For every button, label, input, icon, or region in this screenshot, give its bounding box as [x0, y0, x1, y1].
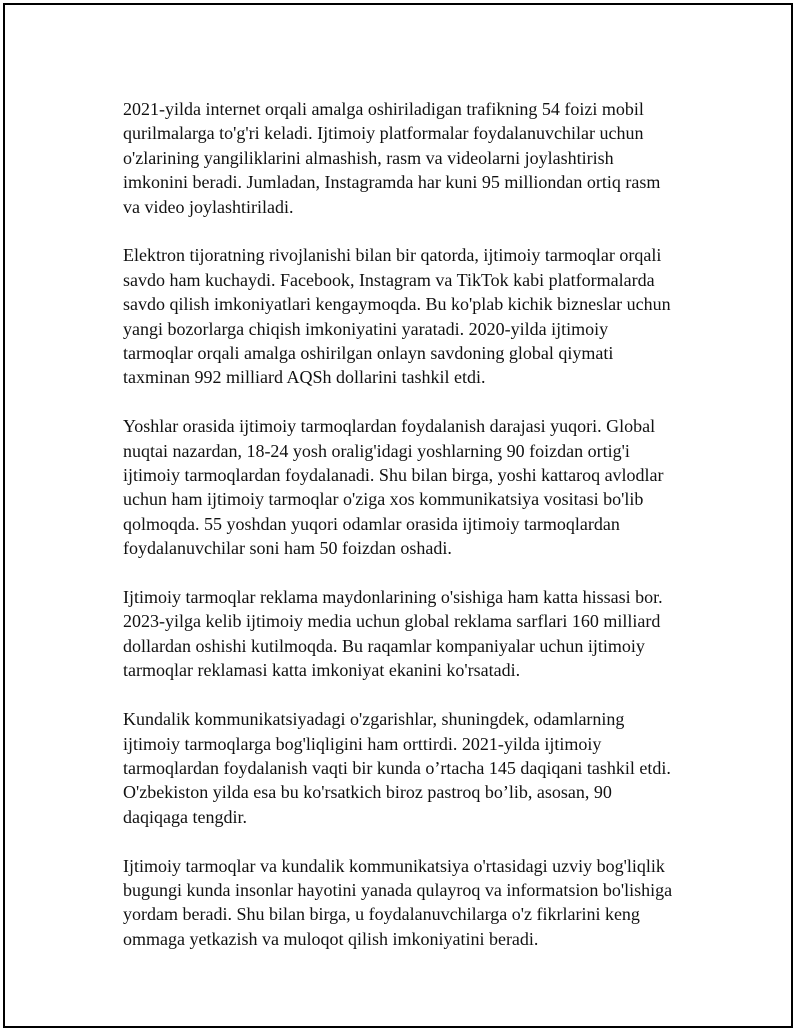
- paragraph-mobile-traffic: 2021-yilda internet orqali amalga oshiriladigan trafikning 54 foizi mobil qurilmalarga to'g'ri keladi. Ijtimoiy platformalar foydalanuvchilar uchun o'zlarining yangiliklarini almashish, rasm va videolarni joylashtirish imkonini beradi. Jumladan, Instagramda har kuni 95 milliondan ortiq rasm va video joylashtiriladi.: [123, 99, 661, 217]
- page-frame: [3, 3, 793, 1028]
- paragraph-social-commerce: Elektron tijoratning rivojlanishi bilan bir qatorda, ijtimoiy tarmoqlar orqali savdo ham kuchaydi. Facebook, Instagram va TikTok kabi platformalarda savdo qilish imkoniyatlari kengaymoqda. Bu ko'plab kichik bizneslar uchun yangi bozorlarga chiqish imkoniyatini yaratadi. 2020-yilda ijtimoiy tarmoqlar orqali amalga oshirilgan onlayn savdoning global qiymati taxminan 992 milliard AQSh dollarini tashkil etdi.: [123, 245, 671, 388]
- document-body: [123, 97, 708, 951]
- paragraph-youth-usage: Yoshlar orasida ijtimoiy tarmoqlardan foydalanish darajasi yuqori. Global nuqtai nazardan, 18-24 yosh oralig'idagi yoshlarning 90 foizdan ortig'i ijtimoiy tarmoqlardan foydalanadi. Shu bilan birga, yoshi kattaroq avlodlar uchun ham ijtimoiy tarmoqlar o'ziga xos kommunikatsiya vositasi bo'lib qolmoqda. 55 yoshdan yuqori odamlar orasida ijtimoiy tarmoqlardan foydalanuvchilar soni ham 50 foizdan oshadi.: [123, 416, 664, 559]
- paragraph-conclusion: Ijtimoiy tarmoqlar va kundalik kommunikatsiya o'rtasidagi uzviy bog'liqlik bugungi kunda insonlar hayotini yanada qulayroq va informatsion bo'lishiga yordam beradi. Shu bilan birga, u foydalanuvchilarga o'z fikrlarini keng ommaga yetkazish va muloqot qilish imkoniyatini beradi.: [123, 855, 673, 949]
- paragraph-daily-communication: Kundalik kommunikatsiyadagi o'zgarishlar, shuningdek, odamlarning ijtimoiy tarmoqlarga bog'liqligini ham orttirdi. 2021-yilda ijtimoiy tarmoqlardan foydalanish vaqti bir kunda o’rtacha 145 daqiqani tashkil etdi. O'zbekiston yilda esa bu ko'rsatkich biroz pastroq bo’lib, asosan, 90 daqiqaga tengdir.: [123, 709, 671, 827]
- paragraph-advertising: Ijtimoiy tarmoqlar reklama maydonlarining o'sishiga ham katta hissasi bor. 2023-yilga kelib ijtimoiy media uchun global reklama sarflari 160 milliard dollardan oshishi kutilmoqda. Bu raqamlar kompaniyalar uchun ijtimoiy tarmoqlar reklamasi katta imkoniyat ekanini ko'rsatadi.: [123, 587, 663, 681]
